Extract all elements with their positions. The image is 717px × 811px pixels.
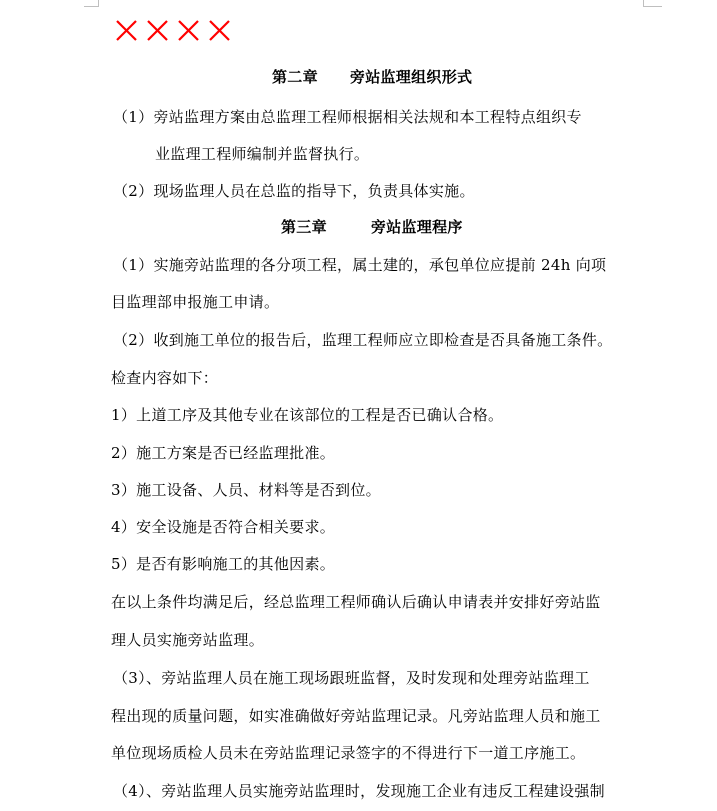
chapter-3-heading <box>281 217 463 237</box>
page-corner-mark-left <box>84 0 99 7</box>
chapter-3-line-15: （4）、旁站监理人员实施旁站监理时，发现施工企业有违反工程建设强制 <box>113 782 605 800</box>
checklist-item-2: 2）施工方案是否已经监理批准。 <box>111 444 336 462</box>
chapter-2-heading <box>272 67 472 87</box>
chapter-3-line-12: （3）、旁站监理人员在施工现场跟班监督，及时发现和处理旁站监理工 <box>113 669 590 687</box>
red-x-icon <box>176 18 201 43</box>
chapter-3-line-2: 目监理部申报施工申请。 <box>111 293 280 311</box>
chapter-3-line-3: （2）收到施工单位的报告后，监理工程师应立即检查是否具备施工条件。 <box>113 331 613 349</box>
checklist-item-4: 4）安全设施是否符合相关要求。 <box>111 518 336 536</box>
checklist-item-1: 1）上道工序及其他专业在该部位的工程是否已确认合格。 <box>111 406 504 424</box>
red-x-marks <box>114 18 232 48</box>
chapter-3-title: 旁站监理程序 <box>370 218 463 236</box>
red-x-icon <box>114 18 139 43</box>
chapter-3-line-13: 程出现的质量问题，如实准确做好旁站监理记录。凡旁站监理人员和施工 <box>111 707 601 725</box>
chapter-2-title: 旁站监理组织形式 <box>349 68 473 86</box>
chapter-2-item-2: （2）现场监理人员在总监的指导下，负责具体实施。 <box>113 182 475 200</box>
chapter-3-line-14: 单位现场质检人员未在旁站监理记录签字的不得进行下一道工序施工。 <box>111 744 586 762</box>
page-corner-mark-right <box>643 0 662 7</box>
chapter-2-item-1: （1）旁站监理方案由总监理工程师根据相关法规和本工程特点组织专 <box>113 108 582 126</box>
chapter-3-line-1: （1）实施旁站监理的各分项工程，属土建的，承包单位应提前 24h 向项 <box>113 256 607 274</box>
red-x-icon <box>145 18 170 43</box>
chapter-2-number: 第二章 <box>272 68 318 86</box>
chapter-3-line-4: 检查内容如下： <box>111 369 219 387</box>
red-x-icon <box>207 18 232 43</box>
chapter-3-line-11: 理人员实施旁站监理。 <box>111 631 265 649</box>
checklist-item-5: 5）是否有影响施工的其他因素。 <box>111 555 336 573</box>
chapter-3-number: 第三章 <box>281 218 327 236</box>
chapter-3-line-10: 在以上条件均满足后，经总监理工程师确认后确认申请表并安排好旁站监 <box>111 593 601 611</box>
checklist-item-3: 3）施工设备、人员、材料等是否到位。 <box>111 481 381 499</box>
chapter-2-item-1-cont: 业监理工程师编制并监督执行。 <box>155 145 370 163</box>
